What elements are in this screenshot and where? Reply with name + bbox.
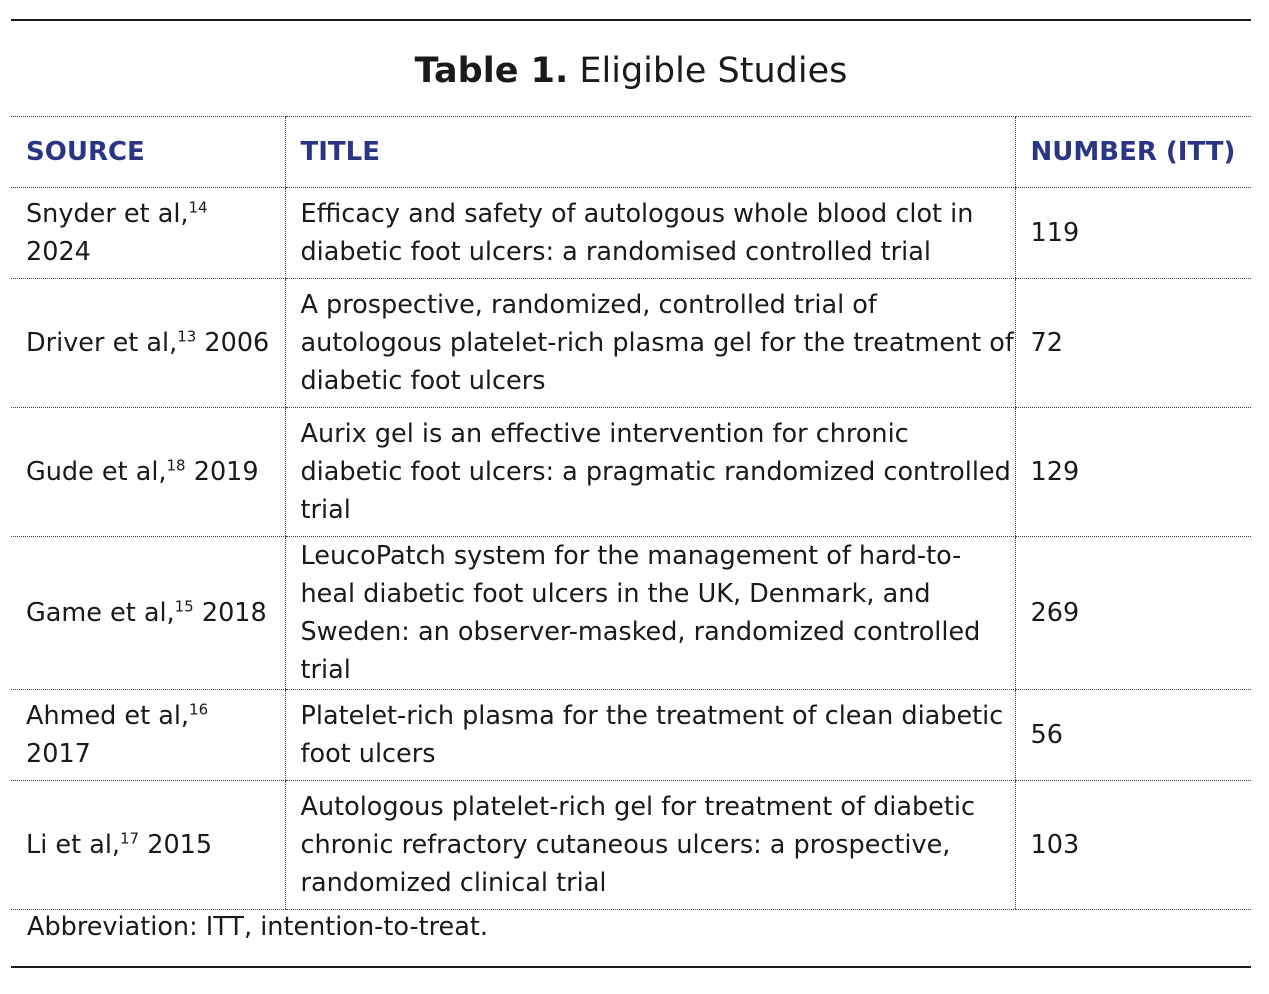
- number-cell: 129: [1015, 408, 1251, 537]
- source-author: Ahmed et al,: [26, 701, 190, 731]
- source-year: 2017: [26, 739, 91, 769]
- header-source: SOURCE: [11, 117, 285, 188]
- source-cell: [11, 781, 285, 910]
- title-cell: Platelet-rich plasma for the treatment of clean diabetic foot ulcers: [285, 690, 1015, 781]
- table-row: [11, 690, 1251, 781]
- source-year: 2019: [193, 457, 259, 487]
- source-cell: [11, 690, 285, 781]
- reference-number: 14: [188, 198, 208, 217]
- source-author: Game et al,: [26, 598, 175, 628]
- reference-number: 13: [177, 327, 197, 346]
- source-cell: [11, 537, 285, 690]
- title-cell: A prospective, randomized, controlled trial of autologous platelet-rich plasma gel for the treatment of diabetic foot ulcers: [285, 279, 1015, 408]
- reference-number: 18: [166, 456, 186, 475]
- source-cell: [11, 279, 285, 408]
- table-row: [11, 781, 1251, 910]
- reference-number: 17: [120, 829, 140, 848]
- source-year: 2024: [26, 237, 91, 267]
- header-title: TITLE: [285, 117, 1015, 188]
- source-author: Snyder et al,: [26, 199, 189, 229]
- table-footnote: Abbreviation: ITT, intention-to-treat.: [27, 912, 488, 942]
- source-author: Driver et al,: [26, 328, 178, 358]
- number-cell: 103: [1015, 781, 1251, 910]
- table-row: [11, 188, 1251, 279]
- title-cell: LeucoPatch system for the management of hard-to-heal diabetic foot ulcers in the UK, Denmark, and Sweden: an observer-masked, randomized controlled trial: [285, 537, 1015, 690]
- reference-number: 16: [189, 700, 209, 719]
- source-author: Gude et al,: [26, 457, 167, 487]
- eligible-studies-table: [11, 116, 1251, 910]
- title-cell: Autologous platelet-rich gel for treatment of diabetic chronic refractory cutaneous ulcers: a prospective, randomized clinical trial: [285, 781, 1015, 910]
- bottom-rule: [11, 966, 1251, 968]
- table-row: [11, 408, 1251, 537]
- caption-title: Eligible Studies: [579, 51, 848, 91]
- number-cell: 119: [1015, 188, 1251, 279]
- header-row: [11, 117, 1251, 188]
- table-row: [11, 279, 1251, 408]
- table-row: [11, 537, 1251, 690]
- reference-number: 15: [174, 597, 194, 616]
- title-cell: Efficacy and safety of autologous whole blood clot in diabetic foot ulcers: a randomised controlled trial: [285, 188, 1015, 279]
- number-cell: 72: [1015, 279, 1251, 408]
- header-number: NUMBER (ITT): [1015, 117, 1251, 188]
- source-year: 2015: [147, 830, 213, 860]
- source-cell: [11, 188, 285, 279]
- source-author: Li et al,: [26, 830, 121, 860]
- number-cell: 269: [1015, 537, 1251, 690]
- source-year: 2006: [204, 328, 270, 358]
- top-rule: [11, 19, 1251, 21]
- source-cell: [11, 408, 285, 537]
- table-caption: [11, 46, 1251, 96]
- number-cell: 56: [1015, 690, 1251, 781]
- title-cell: Aurix gel is an effective intervention for chronic diabetic foot ulcers: a pragmatic randomized controlled trial: [285, 408, 1015, 537]
- caption-label: Table 1.: [414, 51, 569, 91]
- source-year: 2018: [201, 598, 267, 628]
